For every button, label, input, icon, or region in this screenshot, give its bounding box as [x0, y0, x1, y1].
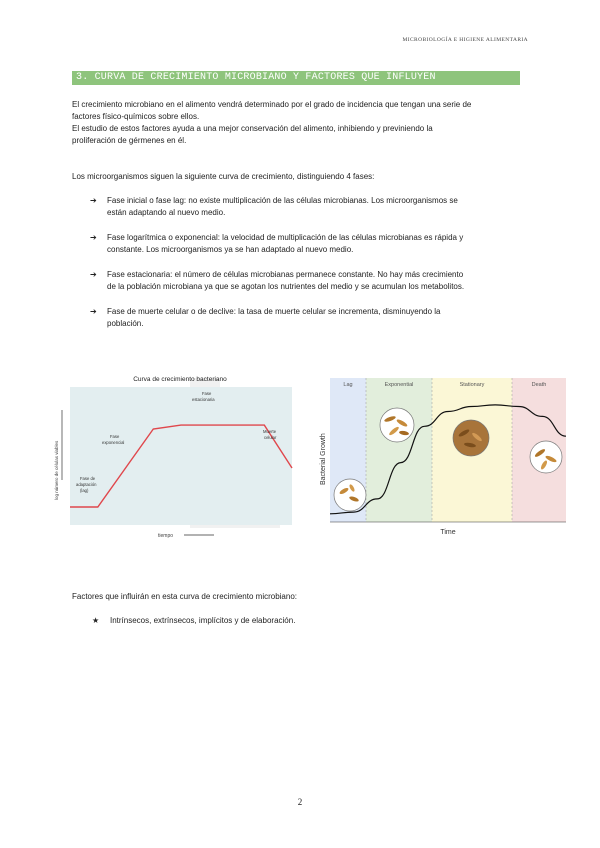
plot-area	[70, 387, 292, 525]
annotation-exponential: Fase exponencial	[102, 434, 125, 445]
annotation-death: Muerte celular	[263, 429, 277, 440]
running-header: MICROBIOLOGÍA E HIGIENE ALIMENTARIA	[402, 37, 528, 43]
page-number: 2	[297, 797, 303, 807]
phase-text: Fase de muerte celular o de declive: la tasa de muerte celular se incrementa, disminuyendo la	[107, 307, 441, 316]
region-label-lag: Lag	[343, 382, 353, 388]
region-label-death: Death	[531, 382, 547, 388]
bacteria-colony-icon	[530, 441, 562, 473]
phase-text: constante. Los microorganismos ya se han adaptado al nuevo medio.	[107, 245, 354, 254]
phase-item-exponential	[90, 232, 530, 256]
region-exponential	[366, 378, 432, 522]
intro-line-1: El crecimiento microbiano en el alimento vendrá determinado por el grado de incidencia que tengan una serie de	[72, 100, 472, 109]
arrow-icon: ➔	[90, 270, 97, 279]
arrow-icon: ➔	[90, 196, 97, 205]
factor-text: Intrínsecos, extrínsecos, implícitos y de elaboración.	[110, 616, 296, 625]
annotation-stationary: Fase estacionaria	[192, 391, 215, 402]
phase-text: Fase inicial o fase lag: no existe multiplicación de las células microbianas. Los microorganismos se	[107, 196, 458, 205]
phases-intro: Los microorganismos siguen la siguiente curva de crecimiento, distinguiendo 4 fases:	[72, 172, 375, 181]
bacteria-colony-icon	[453, 420, 489, 456]
y-axis-label: log número de células viables	[54, 440, 59, 500]
phase-text: de la población microbiana ya que se agotan los nutrientes del medio y se acumulan los metabolitos.	[107, 282, 465, 291]
star-bullet-icon: ★	[92, 616, 100, 625]
phase-text: están adaptando al nuevo medio.	[107, 208, 226, 217]
x-axis-label: tiempo	[158, 533, 174, 539]
bacteria-colony-icon	[334, 479, 366, 511]
phase-text: Fase estacionaria: el número de células microbianas permanece constante. No hay más crecimiento	[107, 270, 464, 279]
factors-intro: Factores que influirán en esta curva de crecimiento microbiano:	[72, 592, 297, 601]
phase-item-stationary	[90, 269, 530, 293]
x-axis-label: Time	[440, 529, 456, 536]
phase-text: población.	[107, 319, 144, 328]
arrow-icon: ➔	[90, 307, 97, 316]
chart-title: Curva de crecimiento bacteriano	[133, 376, 227, 383]
intro-line-2: factores físico-químicos sobre ellos.	[72, 112, 200, 121]
phase-list	[90, 195, 530, 343]
annotation-lag: Fase de adaptación (lag)	[76, 476, 97, 493]
intro-line-3: El estudio de estos factores ayuda a una mejor conservación del alimento, inhibiendo y previniendo la	[72, 124, 433, 133]
intro-line-4: proliferación de gérmenes en él.	[72, 136, 187, 145]
factor-list-item	[92, 616, 295, 625]
region-label-stationary: Stationary	[459, 382, 485, 388]
bacteria-colony-icon	[380, 408, 414, 442]
section-title: 3. CURVA DE CRECIMIENTO MICROBIANO Y FACTORES QUE INFLUYEN	[72, 71, 520, 85]
growth-curve-chart-es	[54, 370, 294, 540]
phase-text: Fase logarítmica o exponencial: la velocidad de multiplicación de las células microbianas es rápida y	[107, 233, 464, 242]
phase-item-lag	[90, 195, 530, 219]
phase-item-death	[90, 306, 530, 330]
y-axis-label: Bacterial Growth	[320, 433, 327, 485]
region-label-exponential: Exponential	[384, 382, 414, 388]
arrow-icon: ➔	[90, 233, 97, 242]
bacterial-growth-chart-en	[320, 375, 566, 540]
